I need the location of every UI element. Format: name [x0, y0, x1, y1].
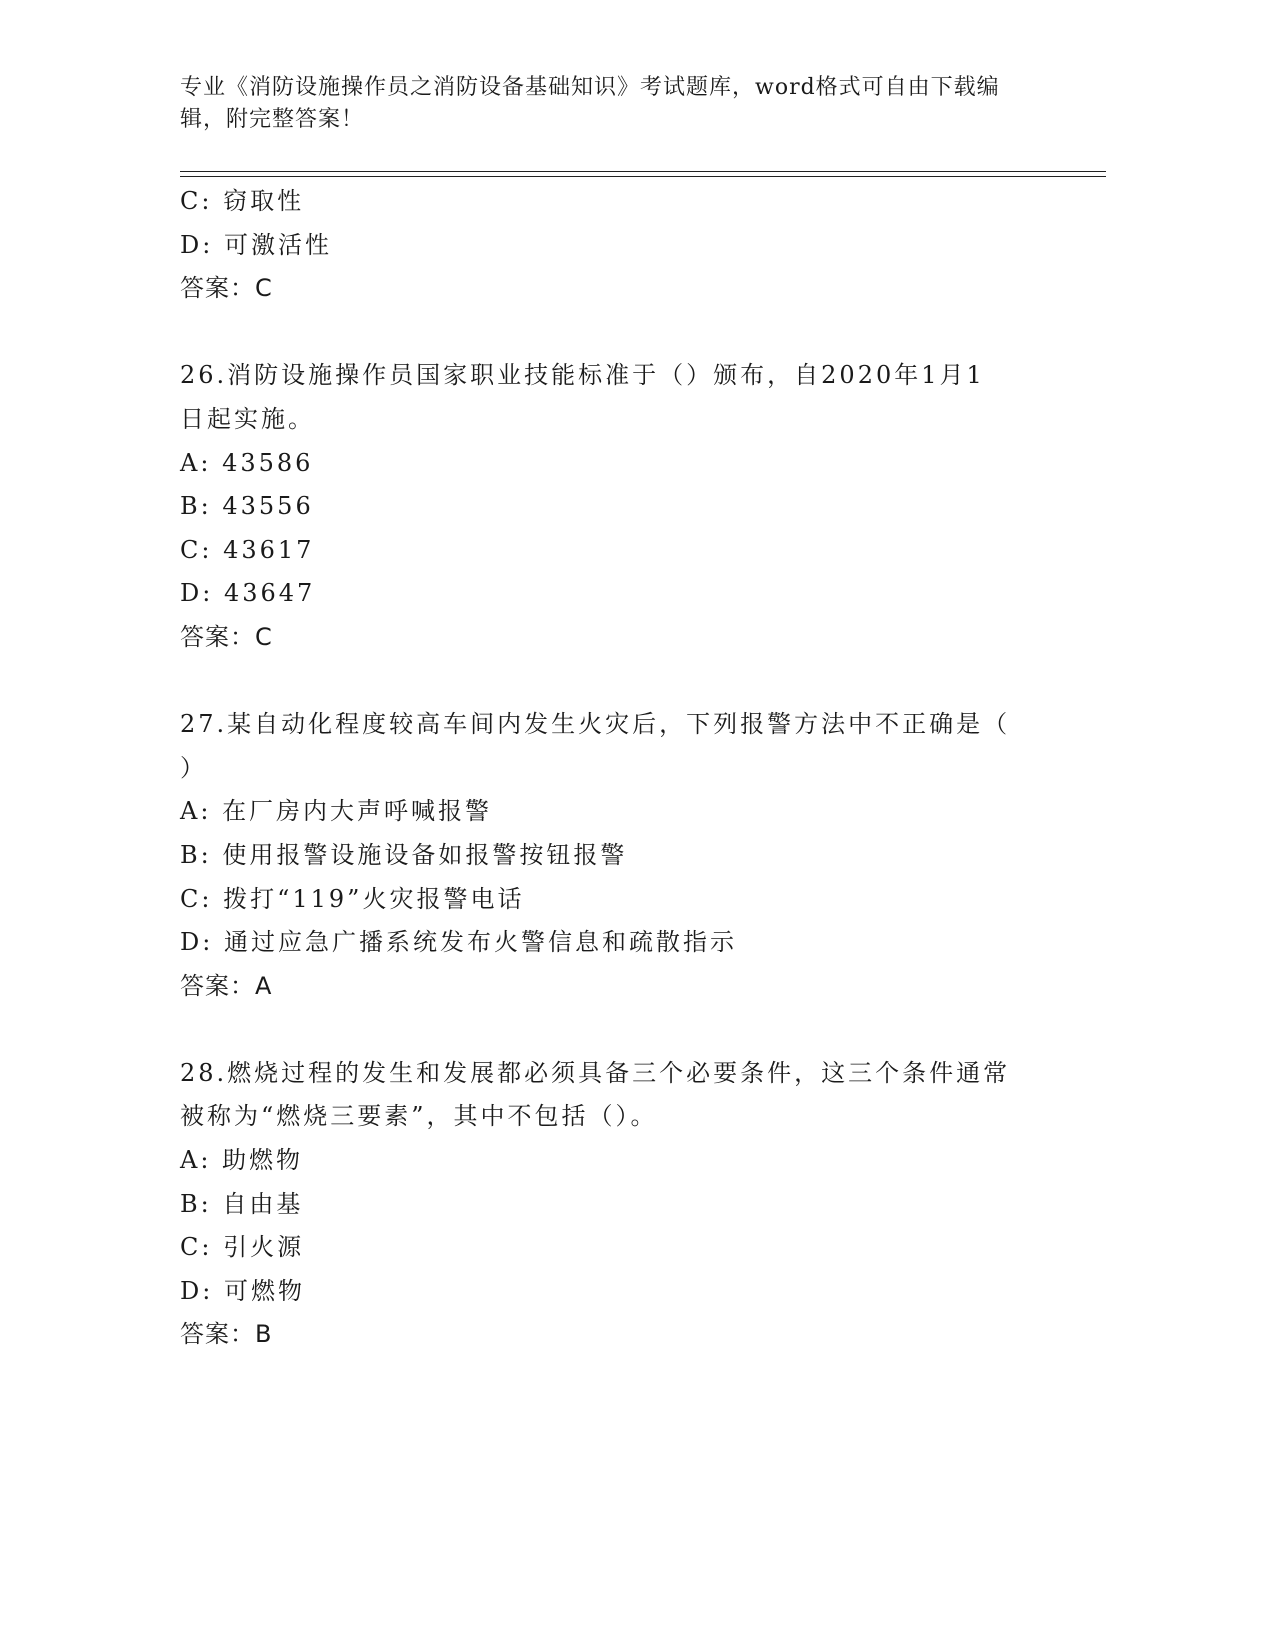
option-d: D: 可燃物	[180, 1276, 305, 1305]
option-b: B: 使用报警设施设备如报警按钮报警	[180, 840, 628, 869]
question-26	[180, 354, 1040, 659]
option-c: C: 窃取性	[180, 187, 305, 215]
question-28	[180, 1052, 1040, 1357]
option-c: C: 拨打“119”火灾报警电话	[180, 884, 525, 913]
page-header: 专业《消防设施操作员之消防设备基础知识》考试题库，word格式可自由下载编辑，附完整答案！	[180, 75, 1000, 132]
question-text-line-2: ）	[180, 753, 207, 782]
answer: 答案：B	[180, 1320, 273, 1349]
option-c: C: 43617	[180, 535, 315, 564]
header-rule-bottom	[180, 176, 1106, 177]
question-text-line-1: 27.某自动化程度较高车间内发生火灾后，下列报警方法中不正确是（	[180, 710, 1011, 739]
option-a: A: 助燃物	[180, 1146, 304, 1175]
question-text-line-2: 日起实施。	[180, 404, 315, 433]
option-d: D: 通过应急广播系统发布火警信息和疏散指示	[180, 928, 737, 957]
option-b: B: 43556	[180, 492, 314, 521]
question-list	[180, 180, 1040, 1357]
answer: 答案：C	[180, 274, 273, 303]
answer: 答案：A	[180, 971, 273, 1000]
option-c: C: 引火源	[180, 1233, 305, 1262]
option-b: B: 自由基	[180, 1189, 304, 1218]
header-rule-top	[180, 171, 1106, 172]
question-text-line-1: 26.消防设施操作员国家职业技能标准于（）颁布，自2020年1月1	[180, 361, 985, 390]
question-text-line-1: 28.燃烧过程的发生和发展都必须具备三个必要条件，这三个条件通常	[180, 1058, 1011, 1087]
answer: 答案：C	[180, 622, 273, 651]
question-27	[180, 703, 1040, 1008]
question-text-line-2: 被称为“燃烧三要素”，其中不包括（）。	[180, 1102, 658, 1131]
option-d: D: 可激活性	[180, 230, 332, 259]
option-a: A: 43586	[180, 448, 314, 477]
question-25-tail	[180, 180, 1040, 311]
option-d: D: 43647	[180, 579, 316, 608]
option-a: A: 在厂房内大声呼喊报警	[180, 797, 493, 826]
